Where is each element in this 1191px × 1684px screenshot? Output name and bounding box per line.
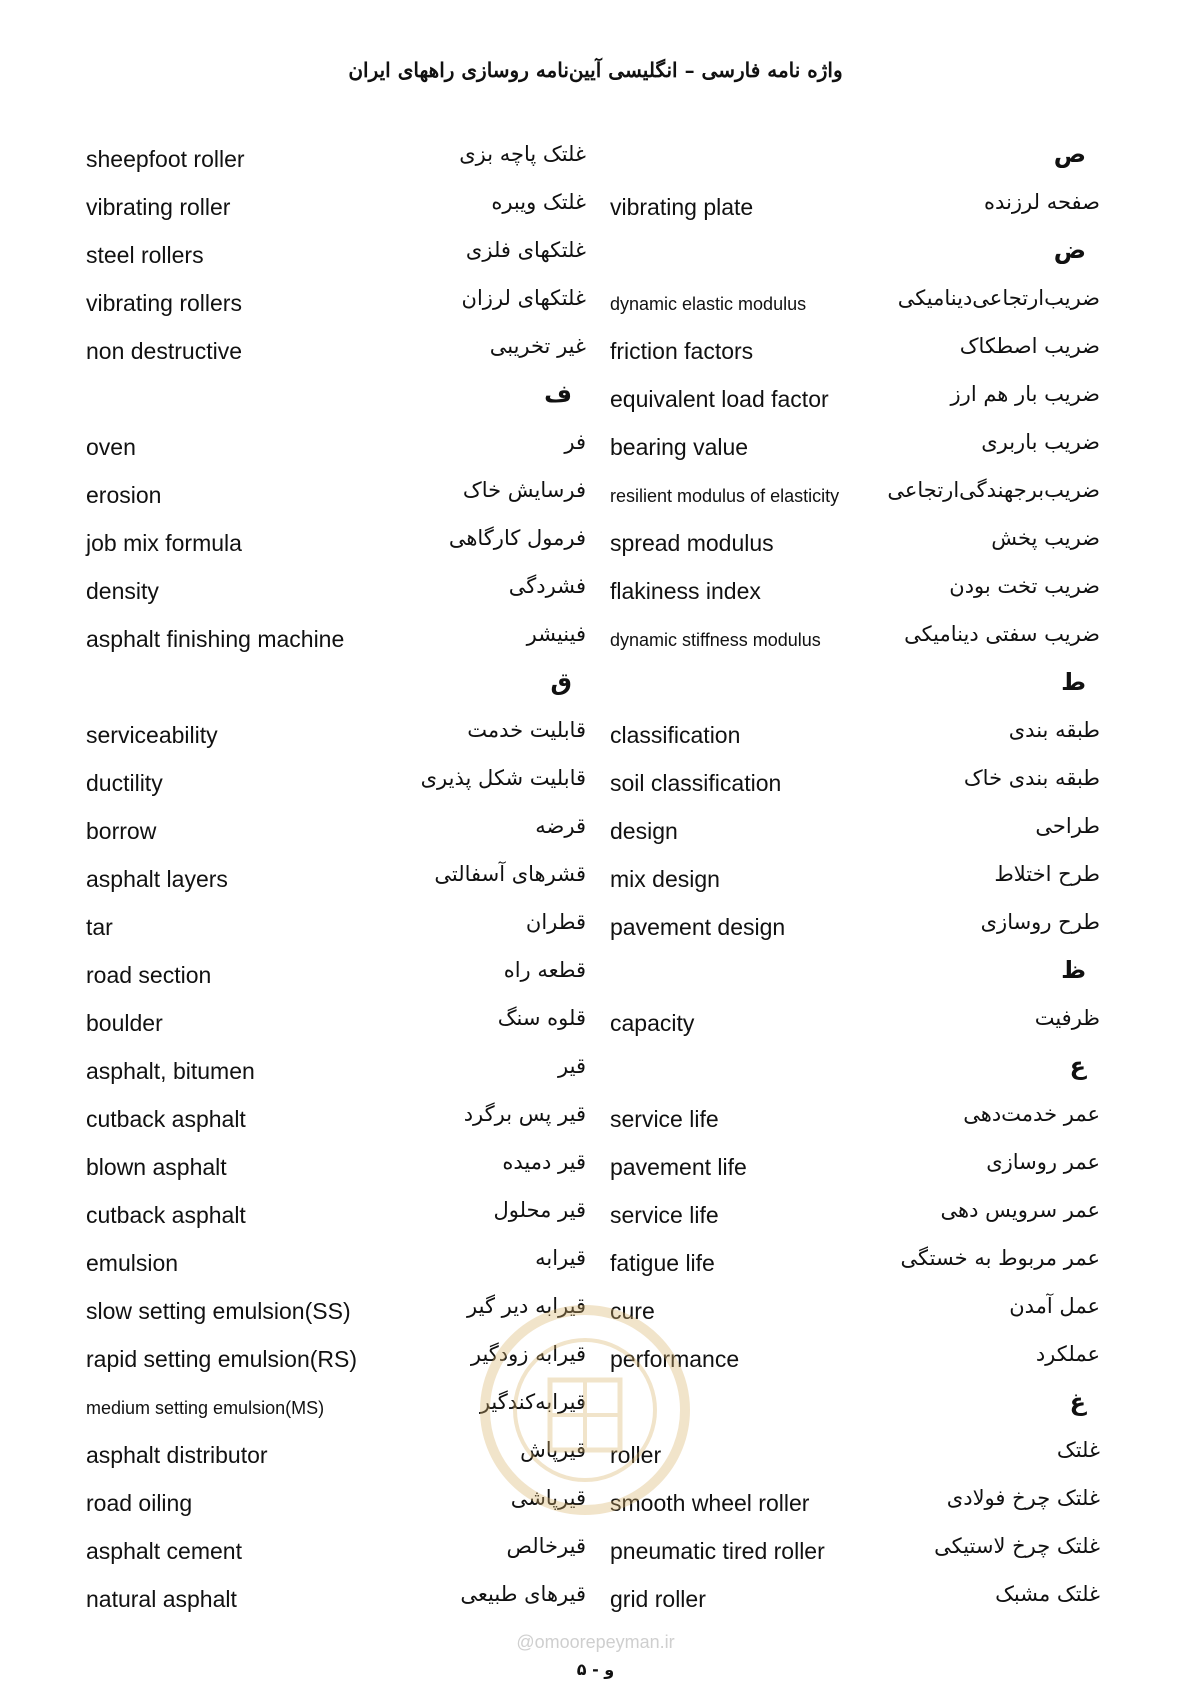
english-term: slow setting emulsion(SS) bbox=[86, 1298, 351, 1324]
glossary-entry bbox=[86, 1098, 586, 1146]
glossary-entry bbox=[86, 1290, 586, 1338]
english-term: pneumatic tired roller bbox=[610, 1538, 825, 1564]
persian-term: قیر bbox=[558, 1054, 586, 1078]
glossary-entry bbox=[86, 714, 586, 762]
glossary-entry bbox=[610, 570, 1100, 618]
glossary-entry bbox=[86, 138, 586, 186]
persian-term: صفحه لرزنده bbox=[984, 190, 1100, 214]
left-glossary-column bbox=[86, 138, 586, 1626]
page-number: و - ۵ bbox=[576, 1660, 615, 1679]
persian-term: ضریب اصطکاک bbox=[959, 334, 1100, 358]
english-term: asphalt layers bbox=[86, 866, 228, 892]
glossary-entry bbox=[86, 1578, 586, 1626]
persian-term: غلتک ویبره bbox=[491, 190, 586, 214]
glossary-entry bbox=[86, 810, 586, 858]
glossary-entry bbox=[610, 426, 1100, 474]
persian-term: ضریب سفتی دینامیکی bbox=[904, 622, 1100, 646]
english-term: asphalt finishing machine bbox=[86, 626, 345, 652]
persian-term: طرح اختلاط bbox=[994, 862, 1100, 886]
section-letter-row bbox=[86, 666, 586, 714]
persian-term: قیرپاشی bbox=[510, 1486, 586, 1510]
persian-term: غلتک bbox=[1056, 1438, 1100, 1462]
english-term: rapid setting emulsion(RS) bbox=[86, 1346, 358, 1372]
persian-term: قیرخالص bbox=[506, 1534, 586, 1558]
english-term: roller bbox=[610, 1442, 662, 1468]
glossary-entry bbox=[86, 618, 586, 666]
section-letter-row bbox=[86, 378, 586, 426]
english-term: serviceability bbox=[86, 722, 218, 748]
glossary-entry bbox=[86, 1338, 586, 1386]
persian-term: قطران bbox=[525, 910, 586, 934]
website-watermark: @omoorepeyman.ir bbox=[516, 1632, 675, 1652]
english-term: borrow bbox=[86, 818, 157, 844]
section-letter-row bbox=[610, 666, 1100, 714]
persian-term: عملکرد bbox=[1035, 1342, 1100, 1366]
english-term: mix design bbox=[610, 866, 720, 892]
section-letter-row bbox=[610, 954, 1100, 1002]
english-term: capacity bbox=[610, 1010, 695, 1036]
persian-term: قیر محلول bbox=[493, 1198, 586, 1222]
english-term: asphalt, bitumen bbox=[86, 1058, 255, 1084]
english-term: ductility bbox=[86, 770, 163, 796]
persian-term: قیرابه زودگیر bbox=[470, 1342, 586, 1366]
english-term: cure bbox=[610, 1298, 655, 1324]
persian-term: عمل آمدن bbox=[1009, 1294, 1100, 1318]
glossary-entry bbox=[610, 378, 1100, 426]
persian-term: قیر پس برگرد bbox=[463, 1102, 586, 1126]
glossary-entry bbox=[610, 282, 1100, 330]
english-term: bearing value bbox=[610, 434, 749, 460]
persian-term: ضریب بار هم ارز bbox=[950, 382, 1100, 406]
right-glossary-column bbox=[610, 138, 1100, 1626]
section-letter: ض bbox=[1053, 236, 1086, 264]
persian-term: طرح روسازی bbox=[980, 910, 1100, 934]
glossary-entry bbox=[610, 330, 1100, 378]
glossary-entry bbox=[610, 714, 1100, 762]
glossary-entry bbox=[610, 1482, 1100, 1530]
section-letter: ظ bbox=[1061, 956, 1086, 984]
persian-term: طراحی bbox=[1035, 814, 1100, 838]
section-letter: غ bbox=[1069, 1388, 1086, 1416]
persian-term: ظرفیت bbox=[1034, 1006, 1100, 1030]
persian-term: طبقه بندی خاک bbox=[963, 766, 1100, 790]
persian-term: قلوه سنگ bbox=[497, 1006, 586, 1030]
english-term: cutback asphalt bbox=[86, 1202, 246, 1228]
persian-term: غلتکهای لرزان bbox=[461, 286, 586, 310]
english-term: service life bbox=[610, 1106, 719, 1132]
glossary-entry bbox=[610, 1338, 1100, 1386]
glossary-entry bbox=[86, 1146, 586, 1194]
glossary-entry bbox=[610, 1434, 1100, 1482]
glossary-entry bbox=[610, 762, 1100, 810]
english-term: fatigue life bbox=[610, 1250, 715, 1276]
glossary-entry bbox=[610, 474, 1100, 522]
glossary-entry bbox=[86, 1194, 586, 1242]
english-term: friction factors bbox=[610, 338, 754, 364]
persian-term: قیرابه‌کندگیر bbox=[479, 1390, 586, 1414]
glossary-entry bbox=[610, 1578, 1100, 1626]
glossary-entry bbox=[610, 1530, 1100, 1578]
persian-term: فشردگی bbox=[508, 574, 586, 598]
glossary-entry bbox=[610, 1194, 1100, 1242]
english-term: performance bbox=[610, 1346, 740, 1372]
glossary-entry bbox=[86, 282, 586, 330]
section-letter: ق bbox=[550, 668, 572, 696]
glossary-entry bbox=[610, 858, 1100, 906]
english-term: soil classification bbox=[610, 770, 782, 796]
persian-term: فرسایش خاک bbox=[462, 478, 586, 502]
persian-term: قشرهای آسفالتی bbox=[434, 862, 586, 886]
english-term: pavement design bbox=[610, 914, 786, 940]
english-term: flakiness index bbox=[610, 578, 761, 604]
glossary-entry bbox=[86, 234, 586, 282]
english-term: design bbox=[610, 818, 678, 844]
glossary-entry bbox=[86, 1242, 586, 1290]
section-letter: ط bbox=[1061, 668, 1086, 696]
persian-term: غلتک چرخ لاستیکی bbox=[934, 1534, 1100, 1558]
section-letter-row bbox=[610, 1050, 1100, 1098]
glossary-entry bbox=[86, 1434, 586, 1482]
glossary-entry bbox=[610, 522, 1100, 570]
glossary-entry bbox=[86, 1482, 586, 1530]
persian-term: قرضه bbox=[535, 814, 586, 838]
glossary-entry bbox=[86, 186, 586, 234]
english-term: blown asphalt bbox=[86, 1154, 227, 1180]
glossary-entry bbox=[86, 474, 586, 522]
persian-term: ضریب تخت بودن bbox=[949, 574, 1100, 598]
english-term: natural asphalt bbox=[86, 1586, 237, 1612]
english-term: cutback asphalt bbox=[86, 1106, 246, 1132]
glossary-entry bbox=[610, 618, 1100, 666]
english-term: steel rollers bbox=[86, 242, 204, 268]
persian-term: قیرابه bbox=[535, 1246, 586, 1270]
glossary-entry bbox=[610, 1002, 1100, 1050]
persian-term: قابلیت خدمت bbox=[467, 718, 586, 742]
section-letter-row bbox=[610, 234, 1100, 282]
glossary-entry bbox=[610, 1098, 1100, 1146]
glossary-entry bbox=[610, 186, 1100, 234]
persian-term: ضریب پخش bbox=[991, 526, 1100, 550]
glossary-entry bbox=[86, 1386, 586, 1434]
persian-term: غیر تخریبی bbox=[489, 334, 586, 358]
section-letter: ع bbox=[1069, 1052, 1086, 1080]
english-term: resilient modulus of elasticity bbox=[610, 486, 840, 506]
section-letter-row bbox=[610, 1386, 1100, 1434]
persian-term: عمر خدمت‌دهی bbox=[963, 1102, 1100, 1126]
glossary-entry bbox=[86, 330, 586, 378]
persian-term: ضریب‌برجهندگی‌ارتجاعی bbox=[887, 478, 1100, 502]
glossary-entry bbox=[610, 906, 1100, 954]
glossary-entry bbox=[610, 810, 1100, 858]
persian-term: عمر مربوط به خستگی bbox=[900, 1246, 1100, 1270]
english-term: grid roller bbox=[610, 1586, 706, 1612]
glossary-entry bbox=[610, 1146, 1100, 1194]
persian-term: فینیشر bbox=[526, 622, 586, 646]
section-letter: ف bbox=[544, 380, 572, 408]
persian-term: غلتک پاچه بزی bbox=[459, 142, 586, 166]
english-term: vibrating roller bbox=[86, 194, 231, 220]
english-term: density bbox=[86, 578, 159, 604]
persian-term: طبقه بندی bbox=[1008, 718, 1100, 742]
glossary-entry bbox=[86, 906, 586, 954]
english-term: erosion bbox=[86, 482, 162, 508]
english-term: vibrating plate bbox=[610, 194, 754, 220]
persian-term: ضریب‌ارتجاعی‌دینامیکی bbox=[897, 286, 1100, 310]
english-term: job mix formula bbox=[86, 530, 242, 556]
english-term: vibrating rollers bbox=[86, 290, 242, 316]
section-letter-row bbox=[610, 138, 1100, 186]
english-term: road oiling bbox=[86, 1490, 193, 1516]
english-term: equivalent load factor bbox=[610, 386, 829, 412]
english-term: dynamic stiffness modulus bbox=[610, 630, 821, 650]
persian-term: قیر دمیده bbox=[502, 1150, 586, 1174]
english-term: road section bbox=[86, 962, 212, 988]
persian-term: فرمول کارگاهی bbox=[448, 526, 586, 550]
english-term: dynamic elastic modulus bbox=[610, 294, 807, 314]
glossary-entry bbox=[86, 570, 586, 618]
glossary-entry bbox=[86, 1050, 586, 1098]
glossary-entry bbox=[86, 522, 586, 570]
persian-term: عمر سرویس دهی bbox=[940, 1198, 1100, 1222]
glossary-entry bbox=[86, 858, 586, 906]
english-term: oven bbox=[86, 434, 136, 460]
english-term: smooth wheel roller bbox=[610, 1490, 810, 1516]
glossary-entry bbox=[86, 762, 586, 810]
persian-term: قطعه راه bbox=[503, 958, 586, 982]
glossary-entry bbox=[86, 1530, 586, 1578]
english-term: asphalt cement bbox=[86, 1538, 242, 1564]
english-term: service life bbox=[610, 1202, 719, 1228]
english-term: sheepfoot roller bbox=[86, 146, 245, 172]
persian-term: عمر روسازی bbox=[986, 1150, 1100, 1174]
persian-term: قیرپاش bbox=[520, 1438, 586, 1462]
persian-term: قیرابه دیر گیر bbox=[467, 1294, 586, 1318]
english-term: non destructive bbox=[86, 338, 242, 364]
english-term: tar bbox=[86, 914, 113, 940]
english-term: spread modulus bbox=[610, 530, 774, 556]
persian-term: قابلیت شکل پذیری bbox=[420, 766, 586, 790]
english-term: asphalt distributor bbox=[86, 1442, 268, 1468]
persian-term: ضریب باربری bbox=[981, 430, 1100, 454]
glossary-entry bbox=[86, 426, 586, 474]
english-term: emulsion bbox=[86, 1250, 179, 1276]
glossary-entry bbox=[86, 1002, 586, 1050]
glossary-entry bbox=[86, 954, 586, 1002]
glossary-entry bbox=[610, 1290, 1100, 1338]
section-letter: ص bbox=[1053, 140, 1086, 168]
persian-term: غلتک مشبک bbox=[995, 1582, 1100, 1606]
glossary-entry bbox=[610, 1242, 1100, 1290]
english-term: classification bbox=[610, 722, 741, 748]
persian-term: غلتک چرخ فولادی bbox=[946, 1486, 1100, 1510]
persian-term: فر bbox=[564, 430, 586, 454]
english-term: pavement life bbox=[610, 1154, 747, 1180]
persian-term: قیرهای طبیعی bbox=[460, 1582, 586, 1606]
english-term: medium setting emulsion(MS) bbox=[86, 1398, 325, 1418]
persian-term: غلتکهای فلزی bbox=[465, 238, 586, 262]
english-term: boulder bbox=[86, 1010, 163, 1036]
page-title: واژه نامه فارسی – انگلیسی آیین‌نامه روسازی راههای ایران bbox=[348, 58, 843, 82]
